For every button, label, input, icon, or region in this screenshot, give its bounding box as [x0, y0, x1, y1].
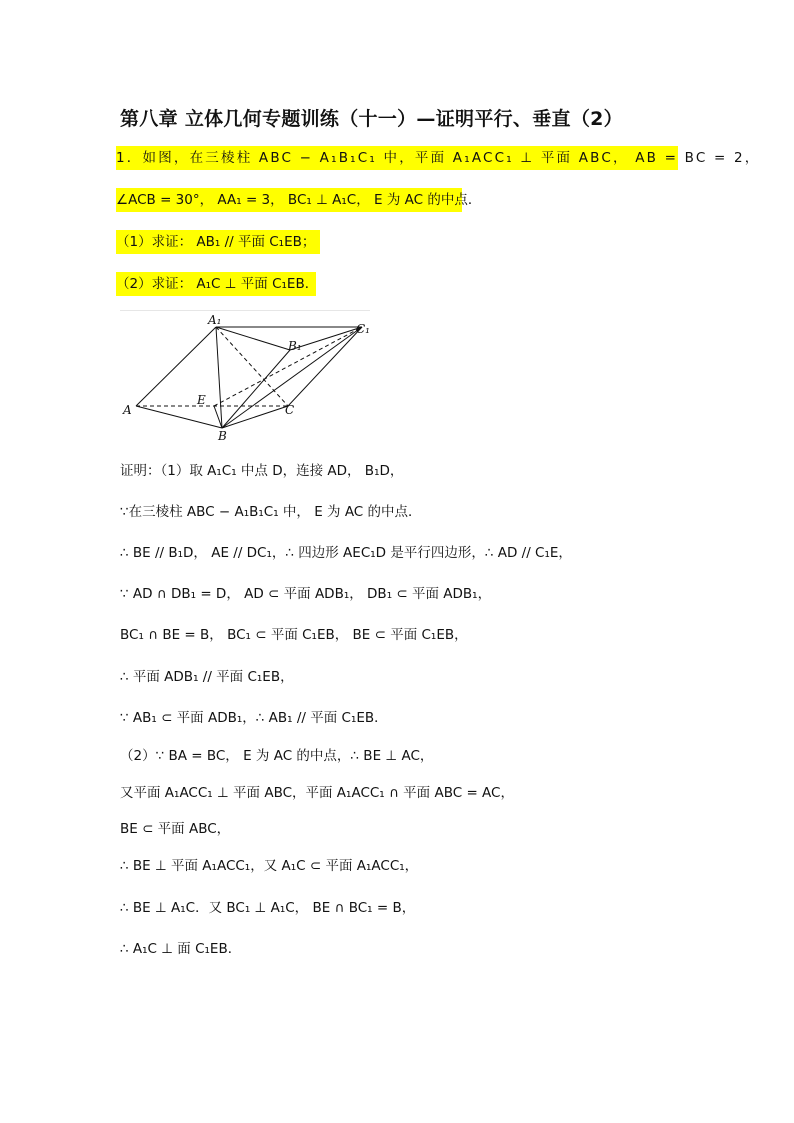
proof-line: BC₁ ∩ BE = B， BC₁ ⊂ 平面 C₁EB， BE ⊂ 平面 C₁EB，: [120, 627, 468, 643]
question-part2: （2）求证： A₁C ⊥ 平面 C₁EB．: [116, 276, 319, 292]
label-C: C: [285, 403, 295, 417]
label-B: B: [218, 429, 227, 443]
highlight-question-line2: [116, 188, 482, 212]
chapter-title: 第八章 立体几何专题训练（十一）—证明平行、垂直（2）: [120, 108, 623, 130]
label-A1: A₁: [208, 313, 222, 327]
proof-line: ∴ 平面 ADB₁ // 平面 C₁EB，: [120, 669, 294, 685]
proof-line: ∴ A₁C ⊥ 面 C₁EB．: [120, 941, 242, 957]
proof-line: ∴ BE ⊥ A₁C．又 BC₁ ⊥ A₁C， BE ∩ BC₁ = B，: [120, 900, 416, 916]
proof-line: ∵ AB₁ ⊂ 平面 ADB₁，∴ AB₁ // 平面 C₁EB．: [120, 710, 388, 726]
question-text-line2: ∠ACB = 30°， AA₁ = 3， BC₁ ⊥ A₁C， E 为 AC 的中点．: [116, 192, 482, 208]
label-A: A: [123, 403, 132, 417]
proof-line: 又平面 A₁ACC₁ ⊥ 平面 ABC，平面 A₁ACC₁ ∩ 平面 ABC = AC，: [120, 785, 514, 801]
label-E: E: [197, 393, 206, 407]
label-B1: B₁: [288, 339, 302, 353]
proof-line: ∴ BE ⊥ 平面 A₁ACC₁，又 A₁C ⊂ 平面 A₁ACC₁，: [120, 858, 419, 874]
proof-line: BE ⊂ 平面 ABC，: [120, 821, 231, 837]
proof-line: ∴ BE // B₁D， AE // DC₁，∴ 四边形 AEC₁D 是平行四边形，∴ AD // C₁E，: [120, 545, 572, 561]
proof-line: ∵ AD ∩ DB₁ = D， AD ⊂ 平面 ADB₁， DB₁ ⊂ 平面 ADB₁，: [120, 586, 492, 602]
prism-figure: [120, 312, 382, 444]
proof-line: （2）∵ BA = BC， E 为 AC 的中点，∴ BE ⊥ AC，: [120, 748, 434, 764]
figure-divider: [120, 310, 370, 311]
label-C1: C₁: [356, 322, 370, 336]
proof-line: 证明：（1）取 A₁C₁ 中点 D，连接 AD， B₁D，: [120, 463, 404, 479]
proof-line: ∵在三棱柱 ABC − A₁B₁C₁ 中， E 为 AC 的中点．: [120, 504, 422, 520]
highlight-question-part2: [116, 272, 319, 296]
highlight-question-part1: [116, 230, 320, 254]
question-part1: （1）求证： AB₁ // 平面 C₁EB；: [116, 234, 316, 250]
edge-A-B: [136, 406, 222, 428]
highlight-question-line1: [116, 146, 761, 170]
question-text-line1: 1．如图，在三棱柱 ABC − A₁B₁C₁ 中，平面 A₁ACC₁ ⊥ 平面 ABC， AB = BC = 2，: [116, 150, 761, 166]
